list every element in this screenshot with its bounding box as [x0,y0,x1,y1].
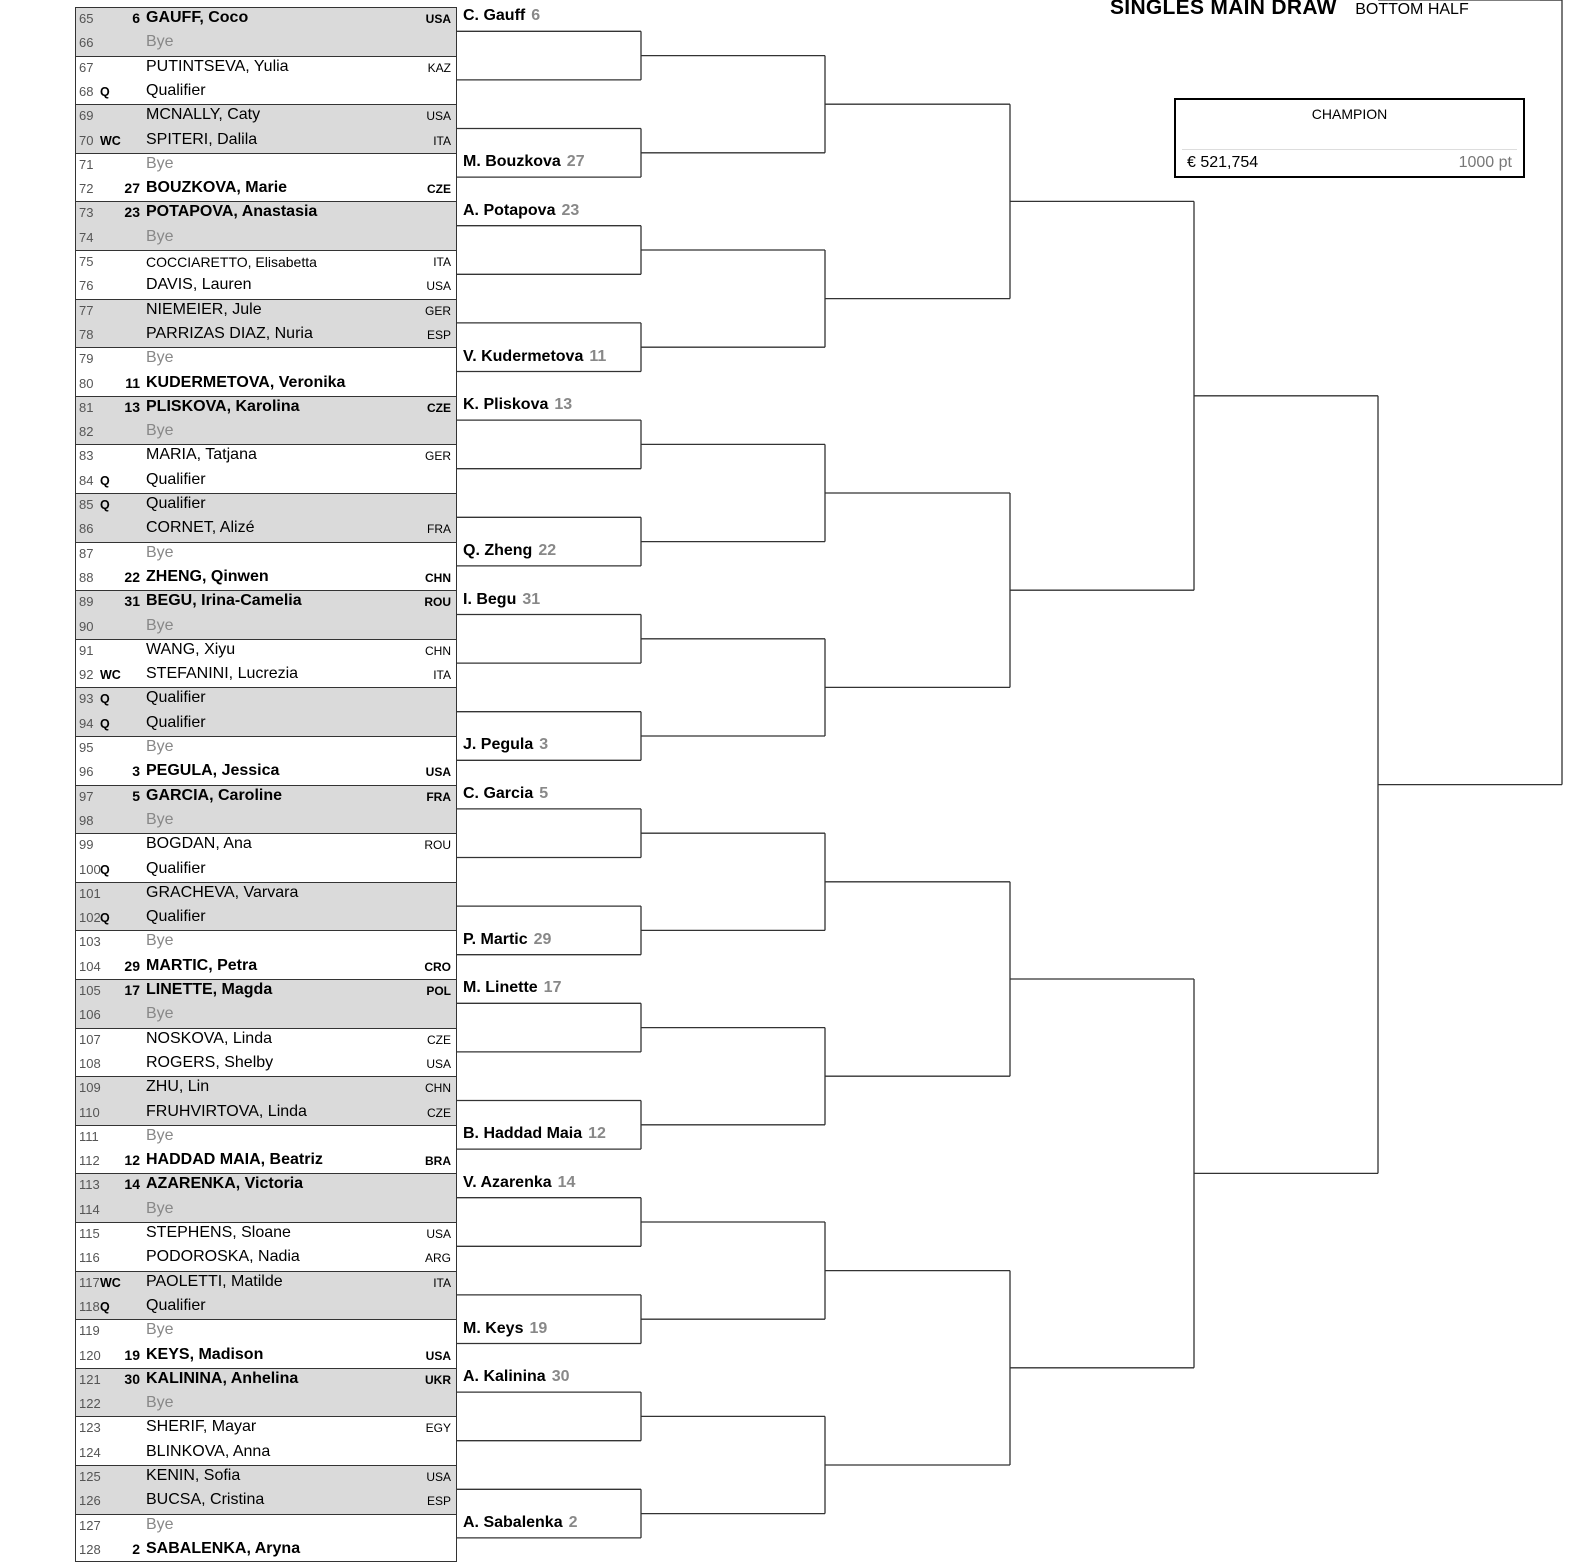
round2-winner [463,348,606,366]
round2-winner [463,1514,578,1532]
player-nationality: GER [424,449,451,464]
draw-position: 128 [79,1541,101,1557]
winner-name: V. Azarenka [463,1173,552,1191]
player-name: PAOLETTI, Matilde [146,1272,283,1290]
draw-position: 84 [79,472,94,488]
match-cell [75,687,457,736]
winner-seed: 22 [538,541,557,559]
draw-position: 72 [79,181,94,197]
draw-position: 103 [79,934,101,950]
draw-position: 110 [79,1104,100,1120]
seed-number: 19 [124,1346,140,1363]
champion-points: 1000 pt [1458,154,1512,171]
player-nationality: GER [424,303,451,318]
draw-position: 124 [79,1444,101,1460]
round2-winner [463,1174,575,1192]
entry-note: Q [100,1299,110,1314]
round2-winner [463,1320,547,1338]
draw-position: 102 [79,910,101,926]
draw-position: 77 [79,302,94,318]
player-name: KEYS, Madison [146,1345,264,1363]
player-name: GAUFF, Coco [146,9,249,26]
entry-note: Q [100,911,110,926]
winner-name: M. Linette [463,979,538,997]
bye-slot: Bye [146,543,174,561]
winner-seed: 5 [539,784,549,802]
player-name: NOSKOVA, Linda [146,1029,272,1047]
player-name: MARIA, Tatjana [146,446,257,464]
player-name: Qualifier [146,689,206,707]
draw-position: 116 [79,1250,100,1266]
round2-winner [463,396,572,414]
draw-position: 65 [79,11,94,26]
entry-note: WC [100,668,121,683]
player-name: PUTINTSEVA, Yulia [146,57,289,75]
draw-position: 119 [79,1323,100,1339]
seed-number: 29 [124,957,140,974]
winner-seed: 2 [568,1513,578,1531]
bye-slot: Bye [146,154,174,172]
bye-slot: Bye [146,349,174,367]
draw-position: 68 [79,83,94,99]
seed-number: 27 [124,180,140,197]
draw-position: 108 [79,1055,101,1071]
draw-position: 67 [79,59,94,75]
player-nationality: ITA [433,255,451,269]
bye-slot: Bye [146,1321,174,1339]
player-name: ROGERS, Shelby [146,1053,274,1071]
match-cell [75,104,457,153]
winner-name: A. Potapova [463,201,556,219]
player-name: Qualifier [146,1296,206,1314]
player-nationality: POL [426,984,451,998]
player-nationality: ITA [433,668,451,683]
champion-divider [1182,149,1517,150]
draw-position: 73 [79,205,94,221]
match-cell [75,493,457,542]
draw-position: 66 [79,35,94,51]
player-name: Qualifier [146,908,206,926]
player-nationality: KAZ [427,60,451,75]
player-name: BLINKOVA, Anna [146,1442,271,1460]
match-cell [75,444,457,493]
bye-slot: Bye [146,1394,174,1412]
draw-position: 100 [79,861,101,877]
draw-position: 87 [79,545,94,561]
player-nationality: CZE [427,400,451,415]
player-name: AZARENKA, Victoria [146,1175,304,1193]
seed-number: 5 [132,787,140,804]
player-nationality: USA [426,279,451,294]
champion-box [1174,98,1525,178]
draw-position: 91 [79,642,94,658]
player-name: BUCSA, Cristina [146,1491,265,1509]
seed-number: 30 [124,1370,140,1387]
player-nationality: USA [426,1227,451,1241]
seed-number: 23 [124,204,140,221]
winner-name: C. Gauff [463,7,526,25]
player-name: BOUZKOVA, Marie [146,179,288,197]
player-name: SPITERI, Dalila [146,130,258,148]
player-name: ZHU, Lin [146,1078,210,1096]
draw-position: 126 [79,1493,101,1509]
player-name: PODOROSKA, Nadia [146,1248,300,1266]
player-name: Qualifier [146,495,206,512]
seed-number: 12 [124,1152,140,1169]
draw-position: 76 [79,278,94,294]
draw-position: 120 [79,1347,101,1363]
player-nationality: CZE [427,182,451,197]
draw-position: 75 [79,254,94,269]
winner-seed: 14 [557,1173,576,1191]
seed-number: 14 [124,1176,140,1193]
round2-winner [463,785,548,803]
entry-note: WC [100,1275,121,1290]
round2-winner [463,202,579,220]
player-name: ZHENG, Qinwen [146,567,269,585]
draw-position: 92 [79,667,94,683]
winner-name: P. Martic [463,930,528,948]
player-nationality: CHN [425,643,451,658]
round2-winner [463,979,561,997]
winner-name: B. Haddad Maia [463,1125,583,1143]
entry-note: Q [100,498,110,512]
winner-name: K. Pliskova [463,396,549,414]
player-name: SHERIF, Mayar [146,1418,257,1436]
round2-winner [463,542,556,560]
player-nationality: USA [426,1470,451,1484]
player-nationality: CHN [425,1081,451,1096]
player-name: BOGDAN, Ana [146,835,252,853]
player-nationality: ROU [424,838,451,853]
player-name: NIEMEIER, Jule [146,300,262,318]
player-name: BEGU, Irina-Camelia [146,592,302,610]
draw-position: 89 [79,594,94,610]
player-nationality: FRA [427,522,451,537]
seed-number: 17 [124,982,140,998]
player-nationality: ROU [424,595,451,610]
match-cell [75,1465,457,1514]
player-nationality: ITA [433,133,451,148]
player-nationality: CZE [427,1105,451,1120]
draw-position: 122 [79,1396,101,1412]
player-name: GRACHEVA, Varvara [146,883,299,901]
player-name: COCCIARETTO, Elisabetta [146,254,317,270]
player-name: CORNET, Alizé [146,519,255,537]
winner-seed: 30 [551,1368,570,1386]
player-name: MARTIC, Petra [146,956,258,974]
player-nationality: CRO [424,959,451,974]
entry-note: Q [100,84,110,99]
player-name: KUDERMETOVA, Veronika [146,373,346,391]
player-name: FRUHVIRTOVA, Linda [146,1102,307,1120]
player-name: PARRIZAS DIAZ, Nuria [146,324,313,342]
player-name: KALININA, Anhelina [146,1369,299,1387]
draw-subtitle: BOTTOM HALF [1355,1,1469,18]
player-nationality: CZE [427,1032,451,1047]
player-nationality: EGY [425,1421,451,1436]
bye-slot: Bye [146,932,174,950]
player-name: Qualifier [146,470,206,488]
winner-seed: 13 [554,396,573,414]
draw-position: 71 [79,156,94,172]
winner-seed: 29 [533,930,552,948]
draw-position: 107 [79,1031,101,1047]
player-name: POTAPOVA, Anastasia [146,203,318,221]
draw-position: 117 [79,1274,100,1290]
draw-position: 94 [79,715,94,731]
round2-winner [463,931,551,949]
draw-position: 85 [79,497,94,512]
player-name: SABALENKA, Aryna [146,1539,301,1557]
draw-title: SINGLES MAIN DRAW [1110,0,1337,19]
winner-name: V. Kudermetova [463,347,584,365]
player-name: GARCIA, Caroline [146,786,283,804]
player-nationality: USA [425,1348,451,1363]
seed-number: 22 [124,568,140,585]
player-name: WANG, Xiyu [146,640,236,658]
round2-winner [463,153,585,171]
champion-label: CHAMPION [1311,106,1388,122]
draw-position: 101 [79,885,101,901]
bye-slot: Bye [146,1126,174,1144]
player-nationality: USA [426,1056,451,1071]
player-nationality: ITA [433,1275,451,1290]
draw-position: 111 [79,1128,99,1144]
winner-seed: 12 [588,1125,606,1143]
seed-number: 31 [124,593,140,610]
winner-seed: 31 [522,590,541,608]
seed-number: 3 [132,763,140,780]
bye-slot: Bye [146,1005,174,1023]
player-name: MCNALLY, Caty [146,106,261,124]
player-name: STEPHENS, Sloane [146,1224,291,1241]
winner-seed: 19 [529,1319,548,1337]
draw-position: 121 [79,1371,101,1387]
player-name: Qualifier [146,859,206,877]
player-name: LINETTE, Magda [146,981,273,998]
draw-position: 123 [79,1420,101,1436]
bye-slot: Bye [146,33,174,51]
seed-number: 2 [132,1540,140,1557]
draw-position: 69 [79,108,94,124]
draw-position: 88 [79,569,94,585]
bye-slot: Bye [146,616,174,634]
draw-position: 78 [79,326,94,342]
player-name: STEFANINI, Lucrezia [146,665,299,683]
seed-number: 11 [125,374,140,391]
player-nationality: BRA [425,1154,451,1169]
winner-seed: 11 [589,347,607,365]
seed-number: 13 [124,398,140,415]
match-cell [75,833,457,882]
winner-seed: 3 [539,736,549,754]
bye-slot: Bye [146,1515,174,1533]
draw-position: 90 [79,618,94,634]
player-name: KENIN, Sofia [146,1467,241,1484]
champion-prize: € 521,754 [1187,154,1259,171]
draw-position: 93 [79,691,94,707]
draw-position: 80 [79,375,94,391]
bye-slot: Bye [146,422,174,440]
draw-position: 74 [79,229,94,245]
draw-position: 105 [79,983,101,998]
winner-seed: 27 [566,153,585,171]
draw-position: 82 [79,424,94,440]
round2-winner [463,1368,569,1386]
winner-name: A. Sabalenka [463,1513,563,1531]
player-name: HADDAD MAIA, Beatriz [146,1151,323,1169]
draw-position: 83 [79,448,94,464]
winner-seed: 23 [561,201,580,219]
entry-note: Q [100,716,110,731]
player-name: PLISKOVA, Karolina [146,397,300,415]
entry-note: WC [100,133,121,148]
winner-name: I. Begu [463,590,517,608]
draw-position: 127 [79,1517,101,1533]
entry-note: Q [100,692,110,707]
bye-slot: Bye [146,227,174,245]
draw-position: 79 [79,351,94,367]
winner-seed: 6 [531,7,541,25]
player-nationality: USA [426,109,451,124]
player-name: Qualifier [146,713,206,731]
draw-position: 113 [79,1177,100,1193]
draw-position: 109 [79,1080,101,1096]
player-name: PEGULA, Jessica [146,762,280,780]
bye-slot: Bye [146,1199,174,1217]
player-nationality: ESP [426,327,451,342]
player-nationality: USA [425,12,451,26]
entry-note: Q [100,862,110,877]
bye-slot: Bye [146,738,174,755]
player-nationality: ARG [424,1251,451,1266]
player-nationality: ESP [426,1494,451,1509]
draw-position: 106 [79,1007,101,1023]
draw-position: 104 [79,958,101,974]
draw-position: 95 [79,740,94,755]
player-nationality: FRA [426,789,451,804]
player-nationality: CHN [425,570,451,585]
draw-position: 115 [79,1226,100,1241]
draw-position: 114 [79,1201,100,1217]
player-name: DAVIS, Lauren [146,276,252,294]
player-nationality: USA [425,765,451,780]
draw-position: 125 [79,1469,101,1484]
winner-seed: 17 [543,979,562,997]
winner-name: J. Pegula [463,736,534,754]
bye-slot: Bye [146,810,174,828]
winner-name: M. Keys [463,1319,524,1337]
winner-name: C. Garcia [463,784,534,802]
draw-position: 98 [79,812,94,828]
round2-winner [463,7,540,25]
draw-position: 99 [79,837,94,853]
player-nationality: UKR [425,1372,451,1387]
seed-number: 6 [132,10,140,26]
winner-name: M. Bouzkova [463,153,561,171]
round2-winner [463,1125,606,1143]
entry-note: Q [100,473,110,488]
draw-position: 81 [79,399,94,415]
player-name: Qualifier [146,81,206,99]
winner-name: A. Kalinina [463,1368,546,1386]
draw-position: 70 [79,132,94,148]
draw-position: 97 [79,788,94,804]
draw-position: 118 [79,1298,100,1314]
draw-position: 96 [79,764,94,780]
draw-position: 112 [79,1153,100,1169]
round2-winner [463,736,548,754]
draw-position: 86 [79,521,94,537]
winner-name: Q. Zheng [463,541,533,559]
round2-winner [463,591,540,609]
